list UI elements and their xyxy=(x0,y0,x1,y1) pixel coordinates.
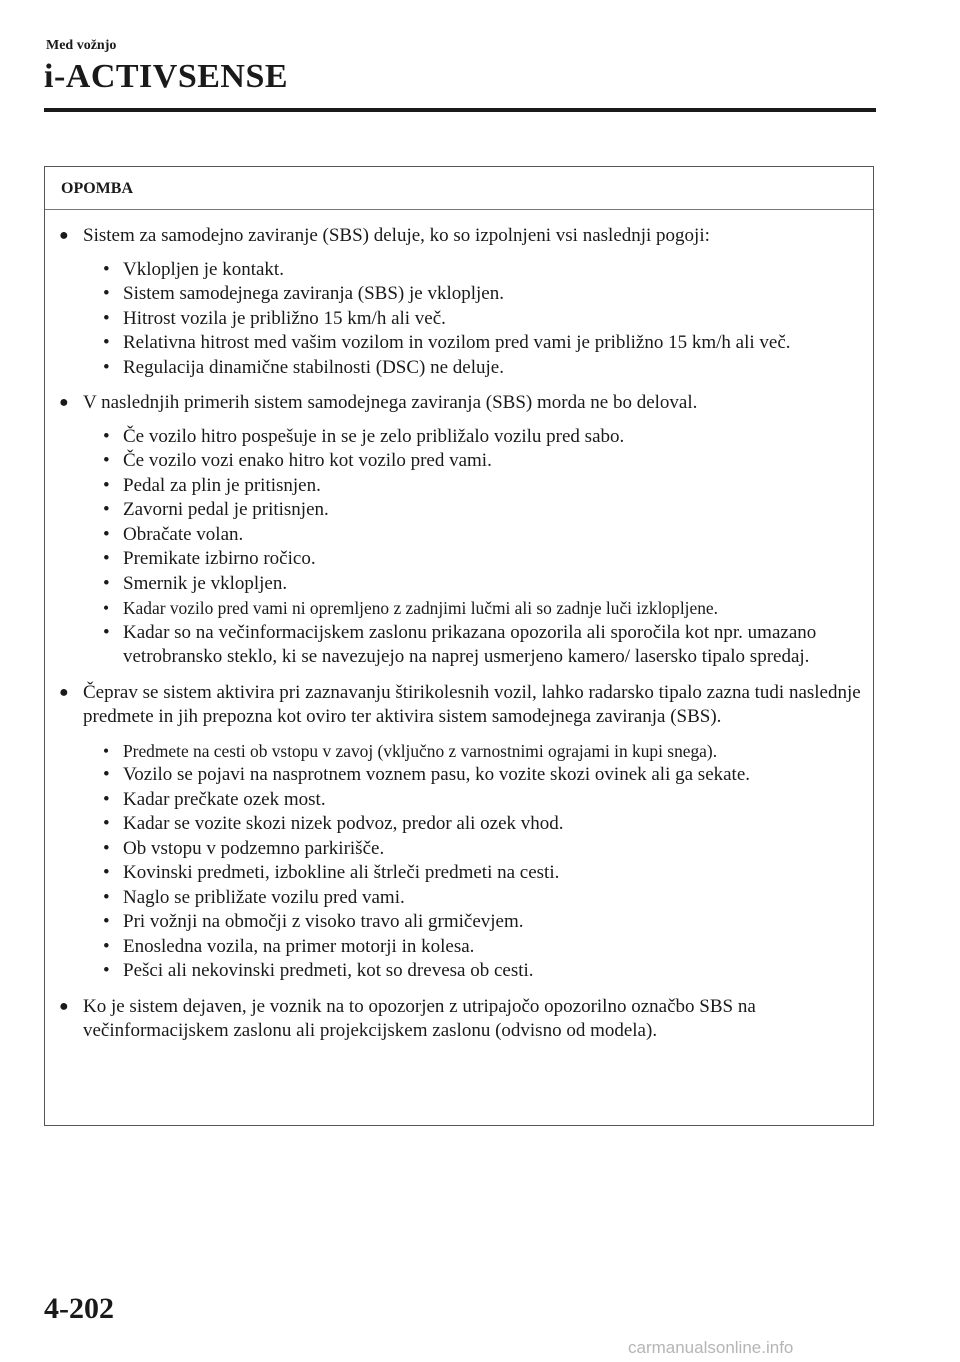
sub-list-item xyxy=(103,282,863,307)
bullet-icon: ● xyxy=(59,227,69,244)
sub-item-text: Kadar so na večinformacijskem zaslonu prikazana opozorila ali sporočila kot npr. umazano vetrobransko steklo, ki se navezujejo na naprej usmerjeno kamero/ lasersko tipalo spredaj. xyxy=(123,621,817,667)
sub-item-text: Če vozilo vozi enako hitro kot vozilo pred vami. xyxy=(123,450,492,471)
sub-bullet-icon: • xyxy=(103,307,110,329)
sub-item-text: Pešci ali nekovinski predmeti, kot so drevesa ob cesti. xyxy=(123,960,534,981)
sub-list-item xyxy=(103,837,863,862)
sub-list-item xyxy=(103,449,863,474)
sub-bullet-icon: • xyxy=(103,960,110,981)
sub-item-text: Predmete na cesti ob vstopu v zavoj (vključno z varnostnimi ograjami in kupi snega). xyxy=(123,740,718,761)
sub-item-text: Kadar se vozite skozi nizek podvoz, predor ali ozek vhod. xyxy=(123,813,564,834)
sub-item-text: Kadar vozilo pred vami ni opremljeno z zadnjimi lučmi ali so zadnje luči izklopljene. xyxy=(123,598,718,618)
note-item-text: V naslednjih primerih sistem samodejnega zaviranja (SBS) morda ne bo deloval. xyxy=(83,392,698,413)
sub-list-item xyxy=(103,621,863,670)
sub-item-text: Če vozilo hitro pospešuje in se je zelo približalo vozilu pred sabo. xyxy=(123,425,625,447)
sub-item-text: Pri vožnji na območji z visoko travo ali grmičevjem. xyxy=(123,911,524,932)
note-header: OPOMBA xyxy=(45,167,873,210)
sub-bullet-icon: • xyxy=(103,425,110,447)
sub-list-item xyxy=(103,959,863,984)
sub-bullet-icon: • xyxy=(103,788,110,810)
sub-list-item xyxy=(103,425,863,450)
sub-item-text: Zavorni pedal je pritisnjen. xyxy=(123,499,329,520)
sub-item-text: Relativna hitrost med vašim vozilom in vozilom pred vami je približno 15 km/h ali več. xyxy=(123,332,791,353)
sub-list-item xyxy=(103,886,863,911)
sub-list-item xyxy=(103,474,863,499)
section-label: Med vožnjo xyxy=(46,38,117,53)
bullet-icon: ● xyxy=(59,997,69,1015)
watermark: carmanualsonline.info xyxy=(628,1338,794,1357)
sub-item-text: Hitrost vozila je približno 15 km/h ali več. xyxy=(123,307,446,329)
sub-bullet-icon: • xyxy=(103,598,110,618)
sub-bullet-icon: • xyxy=(103,935,110,957)
sub-bullet-icon: • xyxy=(103,499,110,520)
sub-list-item xyxy=(103,258,863,283)
sub-list xyxy=(83,739,863,984)
sub-list-item xyxy=(103,861,863,886)
sub-list-item xyxy=(103,331,863,356)
sub-bullet-icon: • xyxy=(103,474,110,496)
note-item xyxy=(59,391,863,670)
sub-item-text: Sistem samodejnega zaviranja (SBS) je vklopljen. xyxy=(123,283,504,304)
sub-item-text: Pedal za plin je pritisnjen. xyxy=(123,474,321,496)
sub-list xyxy=(83,425,863,670)
sub-list-item xyxy=(103,788,863,813)
sub-bullet-icon: • xyxy=(103,548,110,569)
sub-bullet-icon: • xyxy=(103,740,110,761)
sub-list-item xyxy=(103,596,863,621)
title-rule xyxy=(44,108,876,112)
sub-item-text: Enosledna vozila, na primer motorji in kolesa. xyxy=(123,935,475,957)
sub-item-text: Naglo se približate vozilu pred vami. xyxy=(123,886,405,908)
sub-bullet-icon: • xyxy=(103,356,110,378)
note-item xyxy=(59,681,863,984)
sub-bullet-icon: • xyxy=(103,813,110,834)
note-item xyxy=(59,224,863,380)
sub-list-item xyxy=(103,812,863,837)
sub-bullet-icon: • xyxy=(103,523,110,545)
sub-item-text: Vklopljen je kontakt. xyxy=(123,258,284,280)
sub-bullet-icon: • xyxy=(103,332,110,353)
sub-list-item xyxy=(103,356,863,381)
sub-item-text: Obračate volan. xyxy=(123,523,244,545)
sub-list-item xyxy=(103,307,863,332)
page-title: i-ACTIVSENSE xyxy=(44,58,289,95)
note-item xyxy=(59,995,863,1044)
sub-list-item xyxy=(103,763,863,788)
sub-bullet-icon: • xyxy=(103,911,110,932)
sub-bullet-icon: • xyxy=(103,862,110,883)
sub-item-text: Premikate izbirno ročico. xyxy=(123,548,316,569)
note-item-text: Ko je sistem dejaven, je voznik na to opozorjen z utripajočo opozorilno označbo SBS na večinformacijskem zaslonu ali projekcijskem zaslonu (odvisno od modela). xyxy=(83,995,756,1041)
note-item-text: Sistem za samodejno zaviranje (SBS) deluje, ko so izpolnjeni vsi naslednji pogoji: xyxy=(83,225,710,246)
sub-list-item xyxy=(103,572,863,597)
sub-list-item xyxy=(103,547,863,572)
sub-item-text: Ob vstopu v podzemno parkirišče. xyxy=(123,837,385,859)
note-body xyxy=(45,210,873,1044)
sub-item-text: Smernik je vklopljen. xyxy=(123,572,288,594)
sub-bullet-icon: • xyxy=(103,621,110,643)
sub-bullet-icon: • xyxy=(103,886,110,908)
sub-list-item xyxy=(103,523,863,548)
sub-item-text: Kovinski predmeti, izbokline ali štrleči predmeti na cesti. xyxy=(123,862,560,883)
sub-item-text: Regulacija dinamične stabilnosti (DSC) ne deluje. xyxy=(123,356,504,378)
bullet-icon: ● xyxy=(59,683,69,701)
sub-bullet-icon: • xyxy=(103,572,110,594)
sub-bullet-icon: • xyxy=(103,764,110,785)
sub-list-item xyxy=(103,910,863,935)
note-box xyxy=(44,166,874,1126)
sub-list xyxy=(83,258,863,381)
sub-item-text: Kadar prečkate ozek most. xyxy=(123,788,326,810)
bullet-icon: ● xyxy=(59,394,69,411)
sub-bullet-icon: • xyxy=(103,283,110,304)
sub-bullet-icon: • xyxy=(103,837,110,859)
sub-list-item xyxy=(103,739,863,764)
sub-list-item xyxy=(103,498,863,523)
sub-bullet-icon: • xyxy=(103,450,110,471)
sub-item-text: Vozilo se pojavi na nasprotnem voznem pasu, ko vozite skozi ovinek ali ga sekate. xyxy=(123,764,751,785)
sub-list-item xyxy=(103,935,863,960)
sub-bullet-icon: • xyxy=(103,258,110,280)
page-number: 4-202 xyxy=(44,1292,114,1325)
note-item-text: Čeprav se sistem aktivira pri zaznavanju štirikolesnih vozil, lahko radarsko tipalo zazna tudi naslednje predmete in jih prepozna kot oviro ter aktivira sistem samodejnega zaviranja (SBS). xyxy=(83,681,861,727)
